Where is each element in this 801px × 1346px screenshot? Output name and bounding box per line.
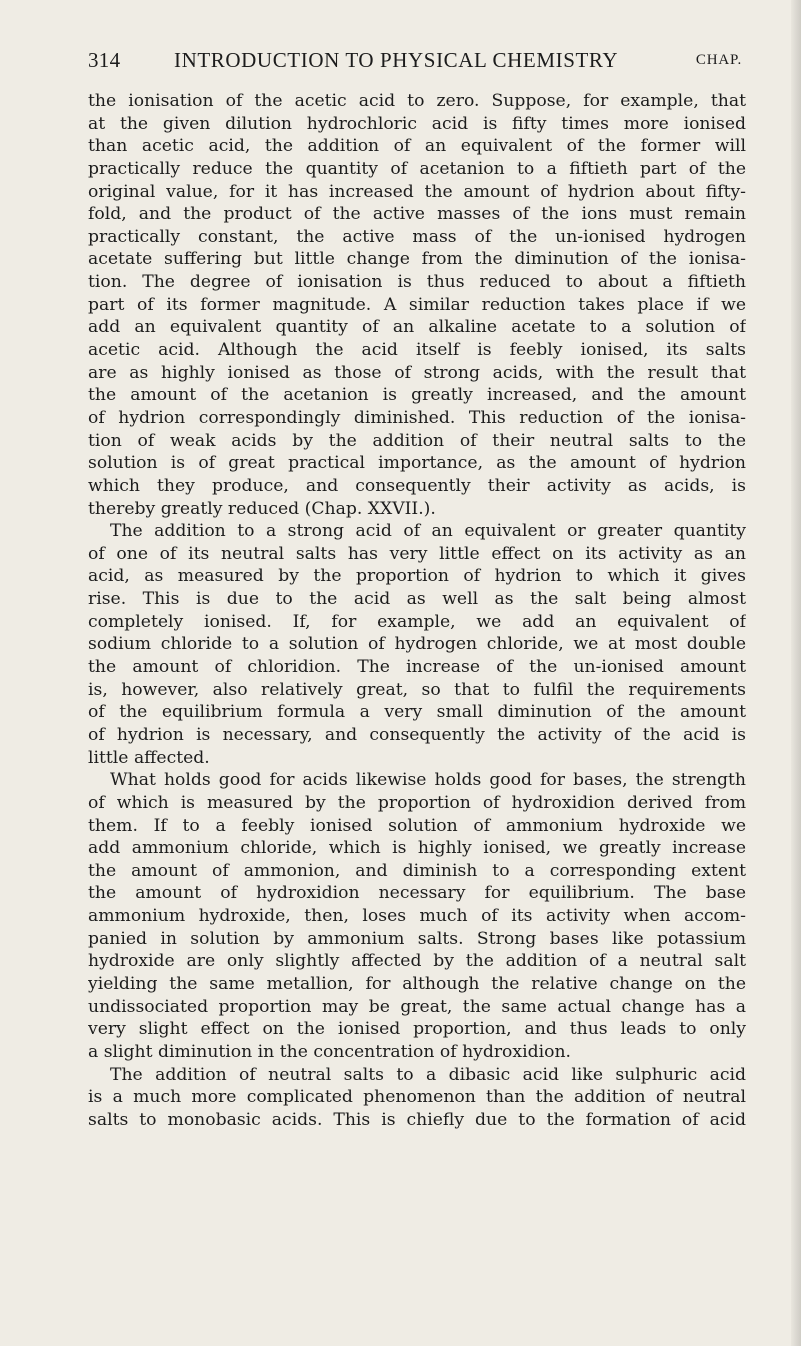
text-line: part of its former magnitude. A similar reduction takes place if we (88, 294, 746, 315)
text-line: a slight diminution in the concentration of hydroxidion. (88, 1041, 571, 1062)
text-line: acetic acid. Although the acid itself is feebly ionised, its salts (88, 340, 746, 361)
text-line: tion. The degree of ionisation is thus reduced to about a fiftieth (88, 272, 746, 293)
text-line: sodium chloride to a solution of hydrogen chloride, we at most double (88, 634, 746, 655)
text-line: The addition of neutral salts to a dibasic acid like sulphuric acid (110, 1064, 746, 1085)
text-line: little affected. (88, 747, 210, 768)
text-line: thereby greatly reduced (Chap. XXVII.). (88, 498, 436, 519)
text-line: the amount of chloridion. The increase of the un-ionised amount (88, 657, 746, 678)
text-line: What holds good for acids likewise holds good for bases, the strength (110, 770, 746, 791)
text-line: practically reduce the quantity of acetanion to a fiftieth part of the (88, 158, 746, 179)
text-line: tion of weak acids by the addition of their neutral salts to the (88, 430, 746, 451)
chapter-label: CHAP. (695, 52, 742, 68)
text-line: acid, as measured by the proportion of hydrion to which it gives (88, 566, 746, 587)
text-line: fold, and the product of the active masses of the ions must remain (88, 204, 746, 225)
text-line: them. If to a feebly ionised solution of ammonium hydroxide we (88, 815, 746, 836)
text-line: solution is of great practical importance, as the amount of hydrion (88, 453, 746, 474)
text-line: the amount of ammonion, and diminish to a corresponding extent (88, 860, 746, 881)
text-line: very slight effect on the ionised proportion, and thus leads to only (88, 1019, 746, 1040)
running-title: INTRODUCTION TO PHYSICAL CHEMISTRY (174, 48, 619, 72)
text-line: are as highly ionised as those of strong acids, with the result that (88, 362, 746, 383)
text-line: the ionisation of the acetic acid to zero. Suppose, for example, that (88, 91, 746, 111)
text-line: add an equivalent quantity of an alkaline acetate to a solution of (88, 317, 746, 338)
text-line: completely ionised. If, for example, we add an equivalent of (88, 611, 746, 632)
text-line: than acetic acid, the addition of an equivalent of the former will (88, 136, 746, 157)
body-text (88, 90, 746, 1131)
running-header (88, 48, 744, 76)
text-line: which they produce, and consequently their activity as acids, is (88, 475, 746, 496)
text-line: the amount of the acetanion is greatly increased, and the amount (88, 385, 746, 406)
page-number: 314 (88, 48, 121, 72)
text-line: panied in solution by ammonium salts. Strong bases like potassium (88, 928, 746, 949)
text-line: add ammonium chloride, which is highly ionised, we greatly increase (88, 838, 746, 859)
text-line: of hydrion is necessary, and consequently the activity of the acid is (88, 724, 746, 745)
text-line: ammonium hydroxide, then, loses much of its activity when accom- (88, 906, 746, 927)
text-line: is, however, also relatively great, so that to fulfil the requirements (88, 679, 746, 700)
text-line: of one of its neutral salts has very little effect on its activity as an (88, 543, 746, 564)
text-line: yielding the same metallion, for although the relative change on the (88, 973, 746, 994)
text-line: rise. This is due to the acid as well as the salt being almost (88, 589, 746, 610)
text-line: undissociated proportion may be great, the same actual change has a (88, 996, 746, 1017)
text-line: The addition to a strong acid of an equivalent or greater quantity (110, 521, 746, 542)
text-line: is a much more complicated phenomenon than the addition of neutral (88, 1087, 746, 1108)
text-line: acetate suffering but little change from the diminution of the ionisa- (88, 249, 746, 270)
text-line: original value, for it has increased the amount of hydrion about fifty- (88, 181, 746, 202)
text-line: salts to monobasic acids. This is chiefly due to the formation of acid (88, 1109, 746, 1130)
text-line: of the equilibrium formula a very small diminution of the amount (88, 702, 746, 723)
text-line: practically constant, the active mass of the un-ionised hydrogen (88, 226, 746, 247)
text-line: the amount of hydroxidion necessary for equilibrium. The base (88, 883, 746, 904)
text-line: at the given dilution hydrochloric acid is fifty times more ionised (88, 113, 746, 134)
text-line: of hydrion correspondingly diminished. This reduction of the ionisa- (88, 407, 746, 428)
text-line: hydroxide are only slightly affected by the addition of a neutral salt (88, 951, 746, 972)
page-edge-shadow (791, 0, 801, 1346)
text-line: of which is measured by the proportion of hydroxidion derived from (88, 792, 746, 813)
